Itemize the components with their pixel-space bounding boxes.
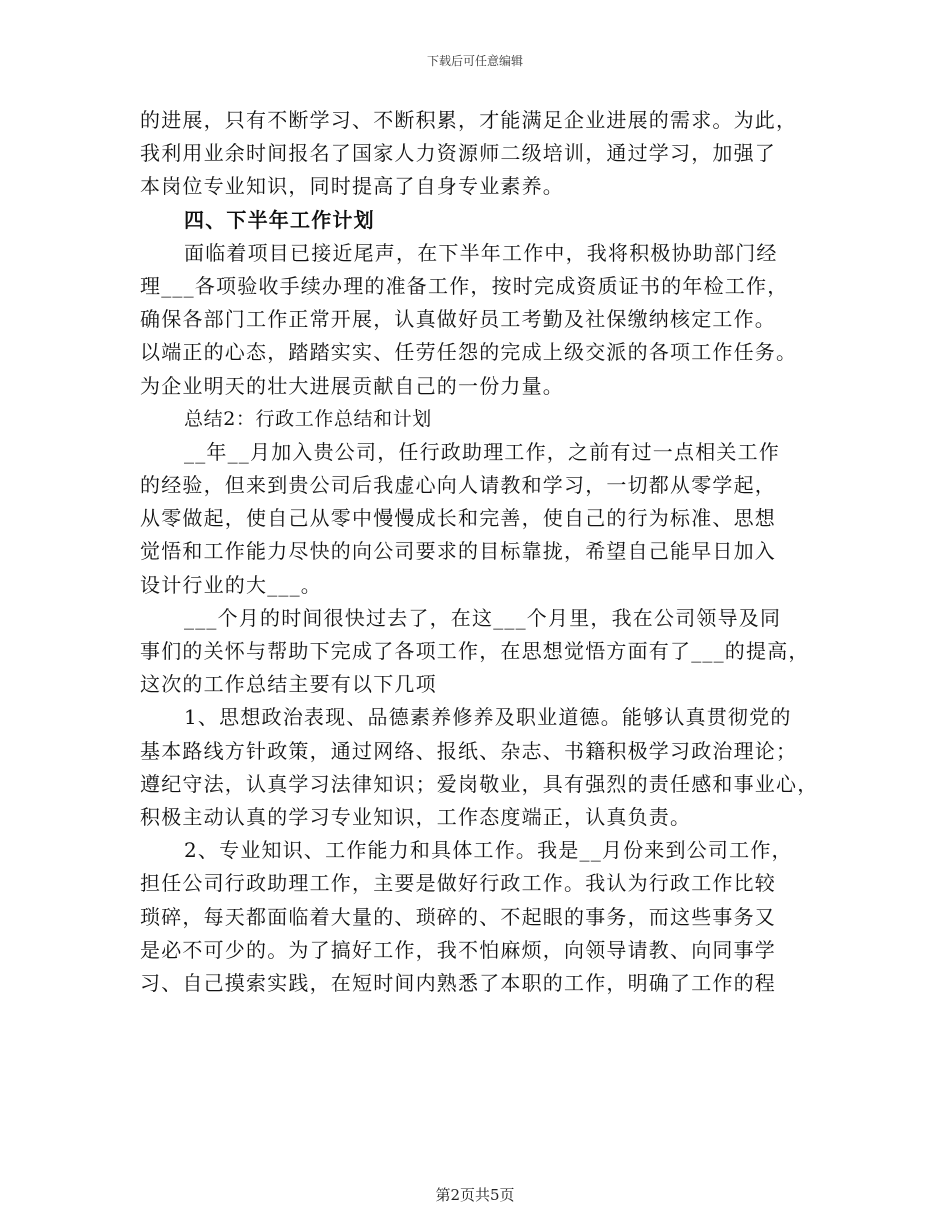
text-line: 的经验，但来到贵公司后我虚心向人请教和学习，一切都从零学起， bbox=[140, 473, 776, 498]
text-line: 琐碎，每天都面临着大量的、琐碎的、不起眼的事务，而这些事务又 bbox=[140, 904, 776, 929]
text-line: ___个月的时间很快过去了，在这___个月里，我在公司领导及同 bbox=[184, 605, 782, 630]
text-line: 事们的关怀与帮助下完成了各项工作，在思想觉悟方面有了___的提高， bbox=[140, 639, 810, 663]
text-line: 遵纪守法，认真学习法律知识；爱岗敬业，具有强烈的责任感和事业心， bbox=[140, 771, 819, 796]
text-line: 以端正的心态，踏踏实实、任劳任怨的完成上级交派的各项工作任务。 bbox=[140, 340, 798, 365]
text-line: 习、自己摸索实践，在短时间内熟悉了本职的工作，明确了工作的程 bbox=[140, 970, 776, 995]
text-line: 我利用业余时间报名了国家人力资源师二级培训，通过学习，加强了 bbox=[140, 141, 776, 166]
text-line: 本岗位专业知识，同时提高了自身专业素养。 bbox=[140, 174, 564, 199]
text-line: 从零做起，使自己从零中慢慢成长和完善，使自己的行为标准、思想 bbox=[140, 506, 776, 531]
text-line: 担任公司行政助理工作，主要是做好行政工作。我认为行政工作比较 bbox=[140, 871, 776, 896]
summary-title: 总结2：行政工作总结和计划 bbox=[184, 407, 432, 430]
document-body bbox=[140, 104, 820, 1000]
text-line: 设计行业的大___。 bbox=[140, 572, 322, 597]
text-line: 为企业明天的壮大进展贡献自己的一份力量。 bbox=[140, 373, 564, 398]
text-line: 1、思想政治表现、品德素养修养及职业道德。能够认真贯彻党的 bbox=[184, 705, 792, 730]
text-line: 理___各项验收手续办理的准备工作，按时完成资质证书的年检工作， bbox=[140, 273, 789, 298]
text-line: __年__月加入贵公司，任行政助理工作，之前有过一点相关工作 bbox=[184, 439, 780, 464]
text-line: 的进展，只有不断学习、不断积累，才能满足企业进展的需求。为此， bbox=[140, 108, 798, 132]
page-footer: 第2页共5页 bbox=[435, 1186, 515, 1204]
text-line: 是必不可少的。为了搞好工作，我不怕麻烦，向领导请教、向同事学 bbox=[140, 937, 776, 962]
text-line: 这次的工作总结主要有以下几项 bbox=[140, 672, 437, 697]
text-line: 确保各部门工作正常开展，认真做好员工考勤及社保缴纳核定工作。 bbox=[140, 307, 776, 332]
text-line: 基本路线方针政策，通过网络、报纸、杂志、书籍积极学习政治理论； bbox=[140, 738, 798, 763]
section-heading: 四、下半年工作计划 bbox=[184, 207, 375, 232]
page-header: 下载后可任意编辑 bbox=[426, 54, 523, 68]
text-line: 积极主动认真的学习专业知识，工作态度端正，认真负责。 bbox=[140, 804, 692, 829]
text-line: 面临着项目已接近尾声，在下半年工作中，我将积极协助部门经 bbox=[184, 240, 778, 265]
text-line: 觉悟和工作能力尽快的向公司要求的目标靠拢，希望自己能早日加入 bbox=[140, 539, 776, 564]
text-line: 2、专业知识、工作能力和具体工作。我是__月份来到公司工作， bbox=[184, 838, 793, 863]
